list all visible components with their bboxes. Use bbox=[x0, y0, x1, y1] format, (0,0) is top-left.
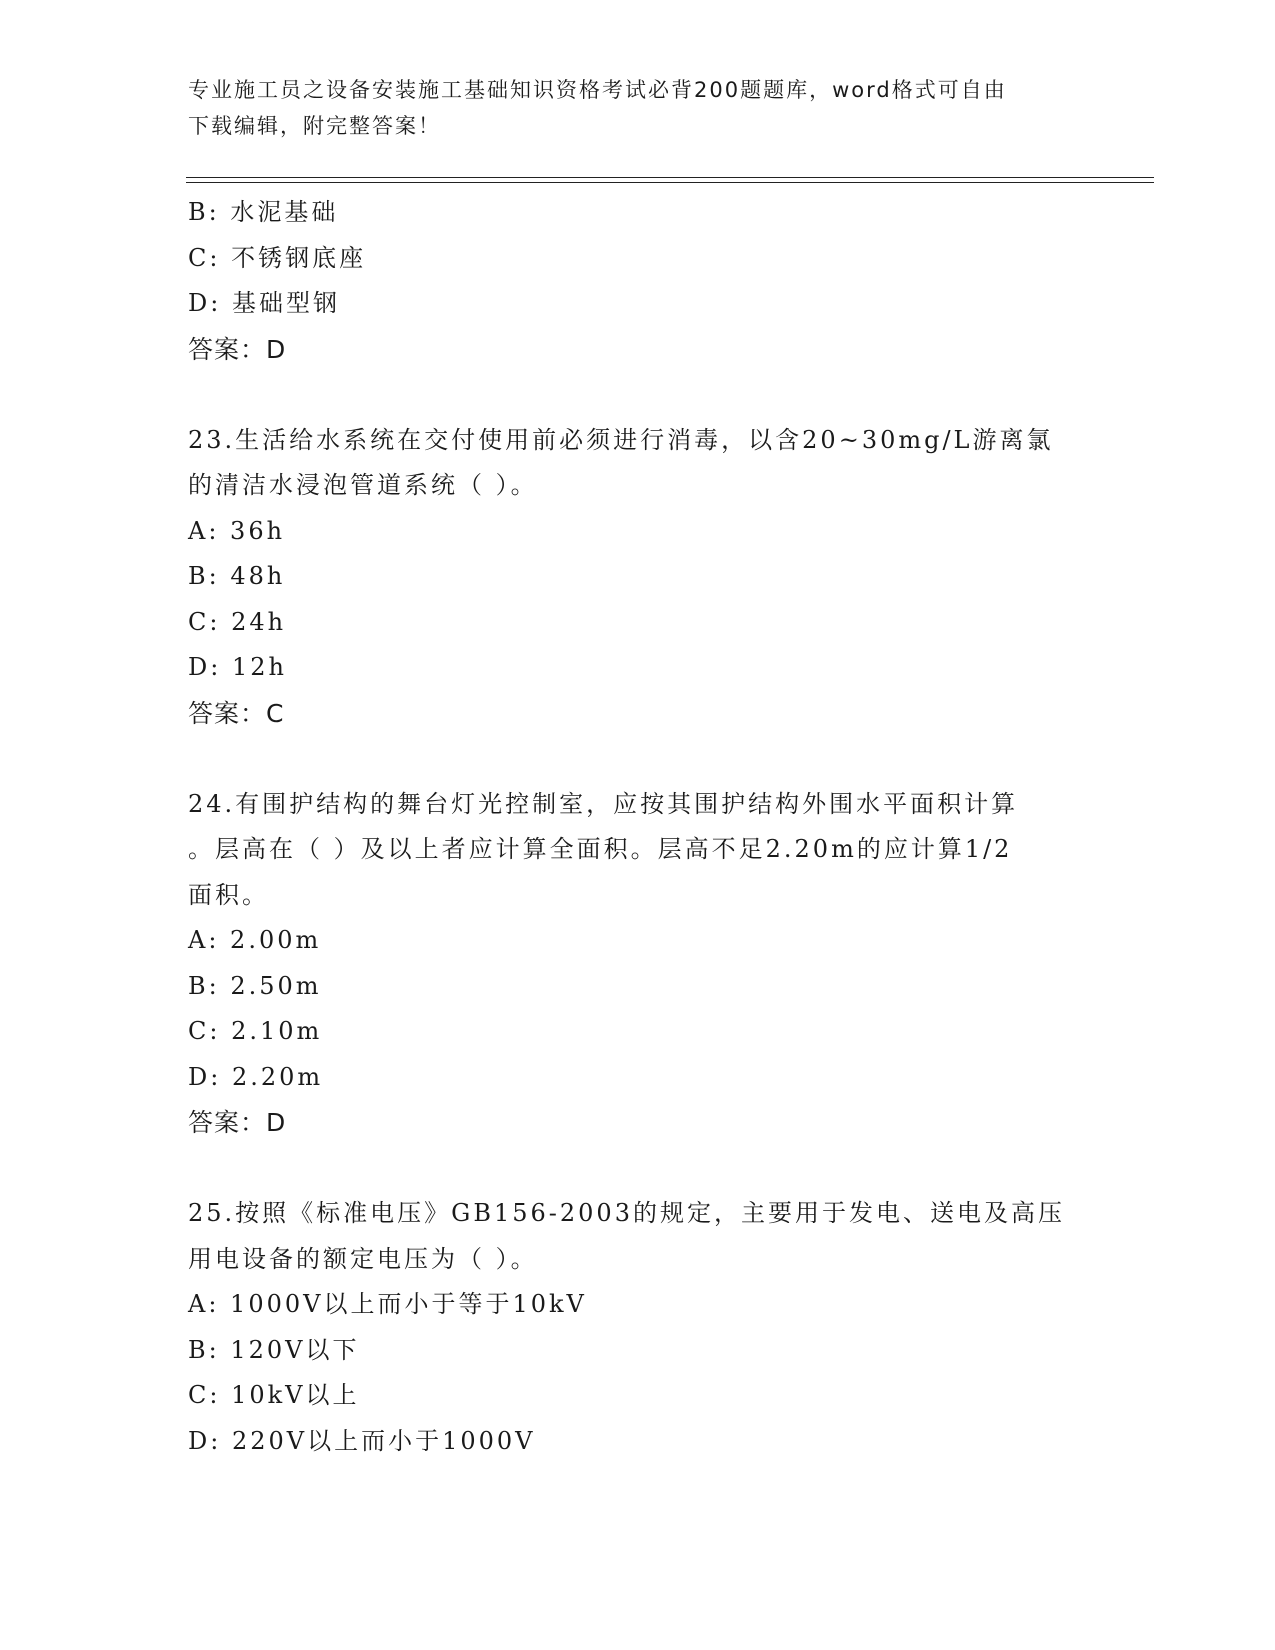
header-rule-bottom bbox=[186, 182, 1154, 183]
option-c: C: 不锈钢底座 bbox=[188, 243, 367, 272]
option-c: C: 24h bbox=[188, 607, 287, 636]
answer-line: 答案：D bbox=[188, 334, 287, 364]
option-c: C: 2.10m bbox=[188, 1017, 323, 1045]
question-text-line: 24.有围护结构的舞台灯光控制室，应按其围护结构外围水平面积计算 bbox=[188, 789, 1019, 818]
option-a: A: 36h bbox=[188, 516, 286, 545]
option-c: C: 10kV以上 bbox=[188, 1381, 360, 1409]
question-24 bbox=[188, 782, 1088, 1146]
question-text-line: 25.按照《标准电压》GB156-2003的规定，主要用于发电、送电及高压 bbox=[188, 1199, 1065, 1227]
question-23 bbox=[188, 418, 1088, 737]
option-b: B: 48h bbox=[188, 562, 286, 590]
question-22-continued bbox=[188, 190, 1088, 372]
question-text-line: 面积。 bbox=[188, 880, 269, 909]
option-d: D: 2.20m bbox=[188, 1062, 324, 1091]
option-b: B: 2.50m bbox=[188, 971, 322, 1000]
option-d: D: 220V以上而小于1000V bbox=[188, 1426, 536, 1455]
question-text-line: 。层高在（ ）及以上者应计算全面积。层高不足2.20m的应计算1/2 bbox=[188, 835, 1013, 863]
question-text-line: 用电设备的额定电压为（ ）。 bbox=[188, 1244, 538, 1273]
option-b: B: 120V以下 bbox=[188, 1335, 360, 1364]
option-d: D: 基础型钢 bbox=[188, 289, 340, 317]
question-25 bbox=[188, 1191, 1088, 1464]
option-d: D: 12h bbox=[188, 653, 287, 681]
question-text-line: 的清洁水浸泡管道系统（ ）。 bbox=[188, 471, 538, 499]
question-list bbox=[188, 190, 1088, 1464]
answer-line: 答案：D bbox=[188, 1108, 287, 1137]
header-line-2: 下载编辑，附完整答案！ bbox=[188, 114, 441, 138]
answer-line: 答案：C bbox=[188, 698, 285, 728]
header-rule-top bbox=[186, 177, 1154, 178]
header-line-1: 专业施工员之设备安装施工基础知识资格考试必背200题题库，word格式可自由 bbox=[188, 78, 1007, 102]
option-b: B: 水泥基础 bbox=[188, 198, 339, 226]
document-header bbox=[188, 72, 1088, 144]
question-text-line: 23.生活给水系统在交付使用前必须进行消毒，以含20~30mg/L游离氯 bbox=[188, 425, 1054, 454]
option-a: A: 1000V以上而小于等于10kV bbox=[188, 1290, 587, 1318]
option-a: A: 2.00m bbox=[188, 926, 322, 954]
